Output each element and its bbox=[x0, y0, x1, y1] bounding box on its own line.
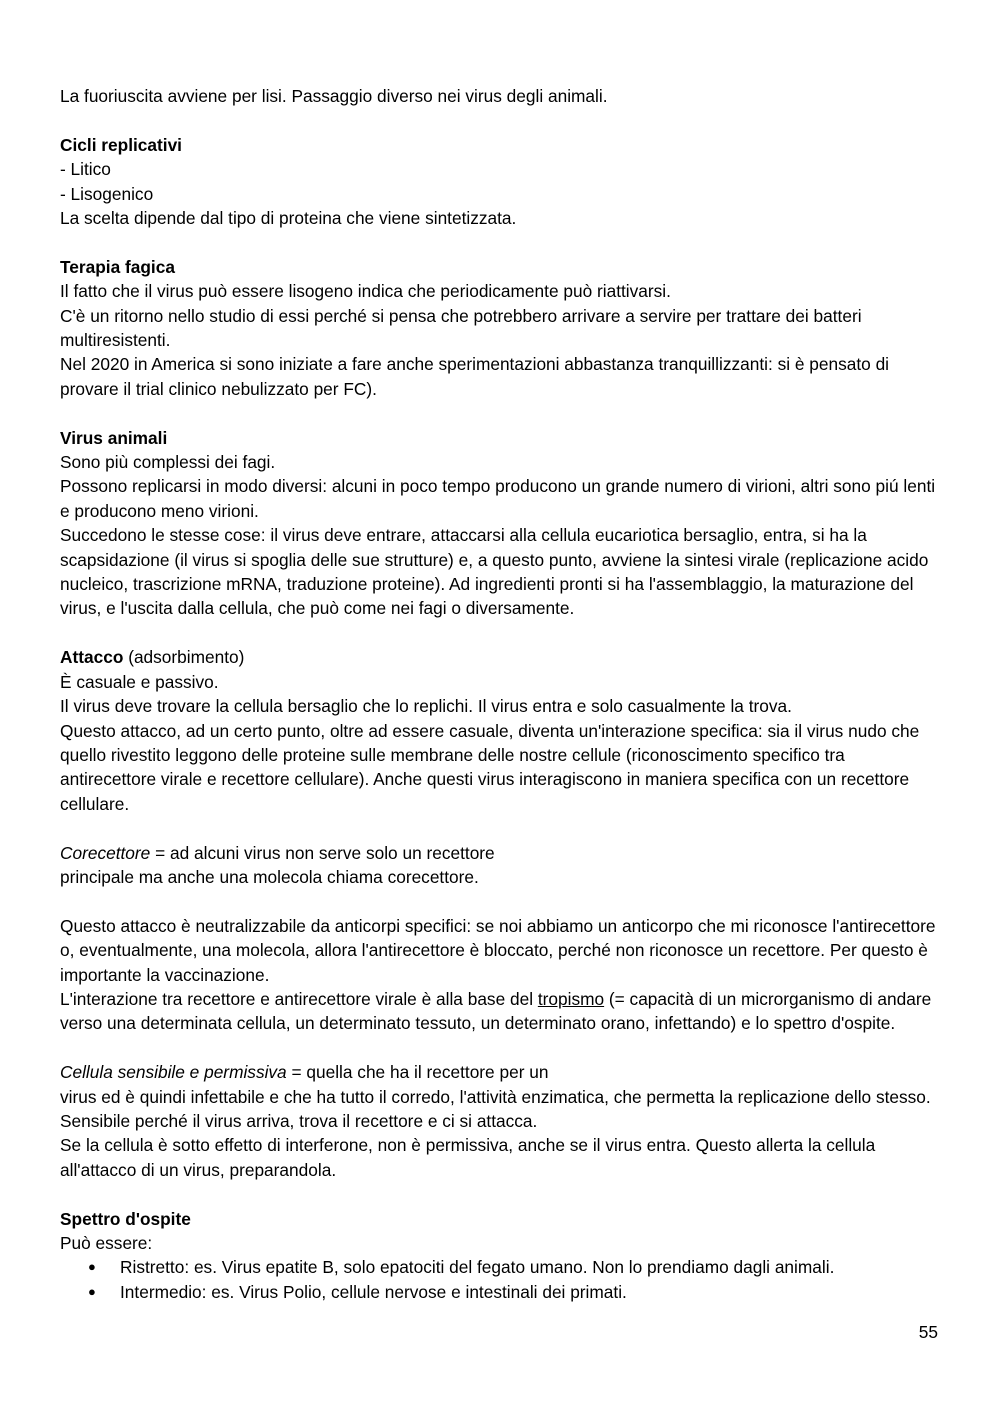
list-item: ● Intermedio: es. Virus Polio, cellule nervose e intestinali dei primati. bbox=[120, 1280, 944, 1304]
attacco-paragraph: È casuale e passivo. bbox=[60, 671, 219, 692]
tropismo-term: tropismo bbox=[537, 988, 605, 1009]
corecettore-line-1 bbox=[60, 841, 944, 865]
tropismo-text-after: (= capacità di un microrganismo di andare verso una determinata cellula, un determinato tessuto, un determinato orano, infettando) e lo spettro d'ospite. bbox=[60, 988, 932, 1034]
tropismo-text-before: L'interazione tra recettore e antirecettore virale è alla base del bbox=[60, 988, 538, 1009]
cellula-line-1 bbox=[60, 1060, 944, 1084]
terapia-paragraph: Nel 2020 in America si sono iniziate a fare anche sperimentazioni abbastanza tranquillizzanti: si è pensato di provare il trial clinico nebulizzato per FC). bbox=[60, 354, 890, 399]
document-body bbox=[60, 84, 944, 1304]
intro-paragraph: La fuoriuscita avviene per lisi. Passaggio diverso nei virus degli animali. bbox=[60, 86, 608, 106]
terapia-paragraph: Il fatto che il virus può essere lisogeno indica che periodicamente può riattivarsi. bbox=[60, 281, 671, 302]
tropismo-paragraph bbox=[60, 987, 944, 1036]
list-item: - Litico bbox=[60, 159, 111, 180]
cellula-line-2: virus ed è quindi infettabile e che ha tutto il corredo, l'attività enzimatica, che permetta la replicazione dello stesso. Sensibile perché il virus arriva, trova il recettore e ci si attacca. bbox=[60, 1086, 931, 1131]
corecettore-term: Corecettore bbox=[60, 842, 151, 863]
corecettore-definition: = ad alcuni virus non serve solo un recettore bbox=[150, 842, 495, 863]
attacco-paragraph: Questo attacco, ad un certo punto, oltre ad essere casuale, diventa un'interazione specifica: sia il virus nudo che quello rivestito leggono delle proteine sulle membrane delle nostre cellule (riconoscimento specifico tra antirecettore virale e recettore cellulare). Anche questi virus interagiscono in maniera specifica con un recettore cellulare. bbox=[60, 720, 920, 814]
spettro-intro: Può essere: bbox=[60, 1232, 153, 1253]
list-item: ● Ristretto: es. Virus epatite B, solo epatociti del fegato umano. Non lo prendiamo dagli animali. bbox=[120, 1255, 944, 1279]
page-number: 55 bbox=[918, 1322, 938, 1342]
heading-attacco-suffix: (adsorbimento) bbox=[123, 647, 245, 668]
cellula-paragraph: Se la cellula è sotto effetto di interferone, non è permissiva, anche se il virus entra. Questo allerta la cellula all'attacco di un virus, preparandola. bbox=[60, 1135, 876, 1180]
virus-animali-paragraph: Sono più complessi dei fagi. bbox=[60, 452, 276, 473]
cellula-definition: = quella che ha il recettore per un bbox=[286, 1062, 549, 1083]
heading-cicli-replicativi: Cicli replicativi bbox=[60, 134, 182, 155]
cellula-term: Cellula sensibile e permissiva bbox=[60, 1062, 287, 1083]
neutralizzazione-paragraph: Questo attacco è neutralizzabile da anticorpi specifici: se noi abbiamo un anticorpo che mi riconosce l'antirecettore o, eventualmente, una molecola, allora l'antirecettore è bloccato, perché non riconosce un recettore. Per questo è importante la vaccinazione. bbox=[60, 915, 936, 985]
spettro-list bbox=[60, 1255, 944, 1304]
virus-animali-paragraph: Succedono le stesse cose: il virus deve entrare, attaccarsi alla cellula eucariotica bersaglio, entra, si ha la scapsidazione (il virus si spoglia delle sue strutture) e, a questo punto, avviene la sintesi virale (replicazione acido nucleico, trascrizione mRNA, traduzione proteine). Ad ingredienti pronti si ha l'assemblaggio, la maturazione del virus, e l'uscita dalla cellula, che può come nei fagi o diversamente. bbox=[60, 525, 929, 619]
heading-attacco-line bbox=[60, 645, 944, 669]
heading-attacco: Attacco bbox=[60, 647, 124, 668]
terapia-paragraph: C'è un ritorno nello studio di essi perché si pensa che potrebbero arrivare a servire per trattare dei batteri multiresistenti. bbox=[60, 305, 862, 351]
attacco-paragraph: Il virus deve trovare la cellula bersaglio che lo replichi. Il virus entra e solo casualmente la trova. bbox=[60, 696, 792, 717]
virus-animali-paragraph: Possono replicarsi in modo diversi: alcuni in poco tempo producono un grande numero di virioni, altri sono piú lenti e producono meno virioni. bbox=[60, 476, 936, 521]
corecettore-line-2: principale ma anche una molecola chiama corecettore. bbox=[60, 866, 479, 887]
list-item: - Lisogenico bbox=[60, 183, 154, 204]
heading-terapia-fagica: Terapia fagica bbox=[60, 256, 175, 277]
heading-spettro-ospite: Spettro d'ospite bbox=[60, 1208, 191, 1229]
cicli-paragraph: La scelta dipende dal tipo di proteina che viene sintetizzata. bbox=[60, 208, 517, 229]
heading-virus-animali: Virus animali bbox=[60, 427, 168, 448]
